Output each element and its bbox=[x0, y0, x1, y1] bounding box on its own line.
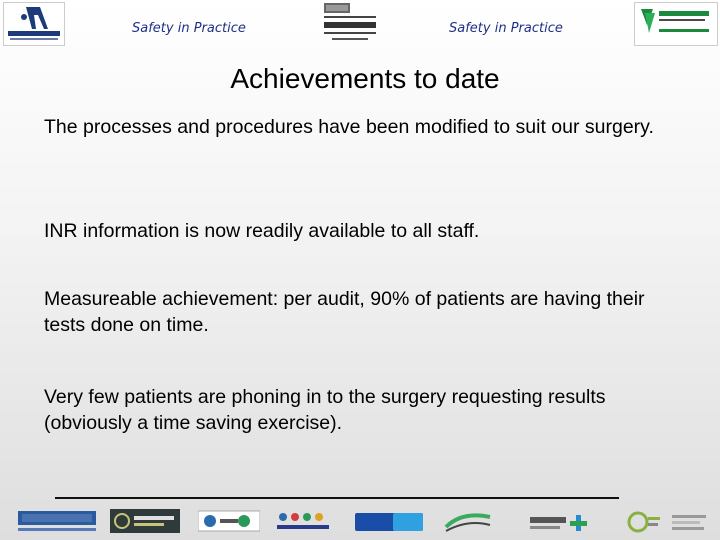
auckland-logo-mark bbox=[4, 3, 64, 45]
auckland-dhb-logo bbox=[3, 2, 65, 46]
counties-manukau-logo bbox=[322, 2, 378, 44]
slide-title: Achievements to date bbox=[230, 63, 500, 94]
partner-logo-6 bbox=[442, 509, 494, 535]
bullet-item: Measureable achievement: per audit, 90% of patients are having their tests done on time. bbox=[44, 288, 645, 336]
bullet-item: The processes and procedures have been modified to suit our surgery. bbox=[44, 116, 654, 138]
comprehensive-care-logo bbox=[626, 509, 662, 535]
waitemata-dhb-logo bbox=[634, 2, 718, 46]
ko-awatea-logo bbox=[18, 509, 96, 535]
procare-logo bbox=[353, 509, 425, 535]
tagline-right: Safety in Practice bbox=[449, 21, 563, 36]
partner-logo-4 bbox=[273, 509, 333, 535]
national-hauora-coalition-logo bbox=[528, 509, 592, 535]
bullet-item: INR information is now readily available to all staff. bbox=[44, 220, 480, 242]
partner-logo-3 bbox=[198, 509, 260, 535]
alliance-health-logo bbox=[110, 509, 180, 535]
tagline-left: Safety in Practice bbox=[132, 21, 246, 36]
counties-manukau-logo-mark bbox=[322, 2, 378, 44]
bullet-item: Very few patients are phoning in to the surgery requesting results (obviously a time saving exercise). bbox=[44, 386, 606, 434]
waitemata-logo-mark bbox=[635, 3, 717, 45]
footer-divider bbox=[55, 497, 619, 499]
partner-logo-9 bbox=[670, 509, 710, 535]
